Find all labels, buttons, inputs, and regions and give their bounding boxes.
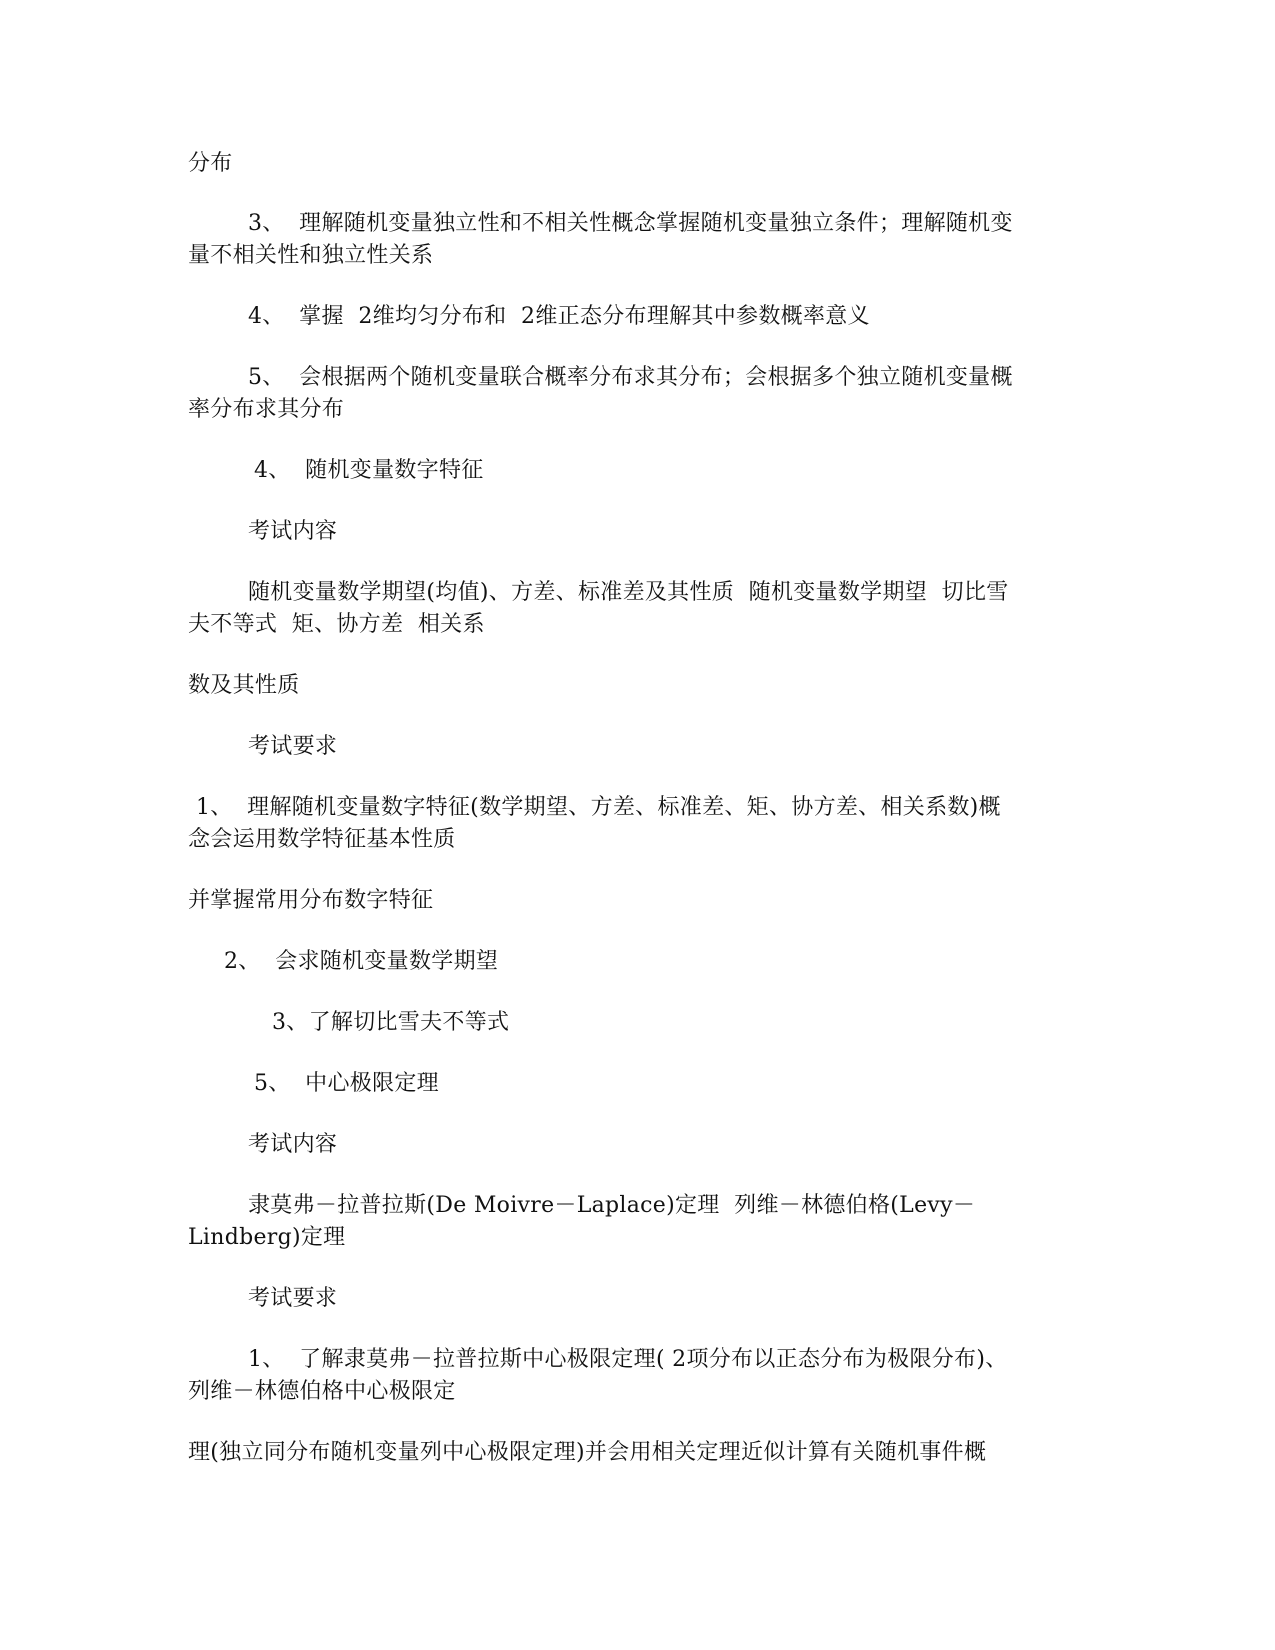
text-line: 1、 了解隶莫弗－拉普拉斯中心极限定理( 2项分布以正态分布为极限分布)、 (248, 1347, 1008, 1372)
text-line: 4、 掌握 2维均匀分布和 2维正态分布理解其中参数概率意义 (248, 304, 870, 329)
text-line: 2、 会求随机变量数学期望 (224, 949, 499, 974)
text-line: 数及其性质 (188, 673, 300, 698)
text-line: 3、了解切比雪夫不等式 (272, 1010, 510, 1035)
subsection-heading: 考试要求 (248, 1286, 338, 1311)
text-line: 1、 理解随机变量数字特征(数学期望、方差、标准差、矩、协方差、相关系数)概 (196, 795, 1001, 820)
text-line: 量不相关性和独立性关系 (188, 243, 434, 268)
text-line: 夫不等式 矩、协方差 相关系 (188, 612, 485, 637)
text-line: 分布 (188, 151, 233, 176)
subsection-heading: 考试内容 (248, 1132, 338, 1157)
text-line: 随机变量数学期望(均值)、方差、标准差及其性质 随机变量数学期望 切比雪 (248, 580, 1009, 605)
section-heading: 5、 中心极限定理 (254, 1071, 439, 1096)
text-line: 3、 理解随机变量独立性和不相关性概念掌握随机变量独立条件；理解随机变 (248, 211, 1013, 236)
text-line: 隶莫弗－拉普拉斯(De Moivre－Laplace)定理 列维－林德伯格(Levy－ (248, 1193, 976, 1218)
text-line: 并掌握常用分布数字特征 (188, 888, 434, 913)
text-line: 率分布求其分布 (188, 397, 345, 422)
text-line: 列维－林德伯格中心极限定 (188, 1379, 456, 1404)
text-line: 念会运用数学特征基本性质 (188, 827, 456, 852)
section-heading: 4、 随机变量数字特征 (254, 458, 484, 483)
text-line: Lindberg)定理 (188, 1225, 346, 1250)
subsection-heading: 考试内容 (248, 519, 338, 544)
subsection-heading: 考试要求 (248, 734, 338, 759)
text-line: 5、 会根据两个随机变量联合概率分布求其分布；会根据多个独立随机变量概 (248, 365, 1013, 390)
text-line: 理(独立同分布随机变量列中心极限定理)并会用相关定理近似计算有关随机事件概 (188, 1440, 987, 1465)
